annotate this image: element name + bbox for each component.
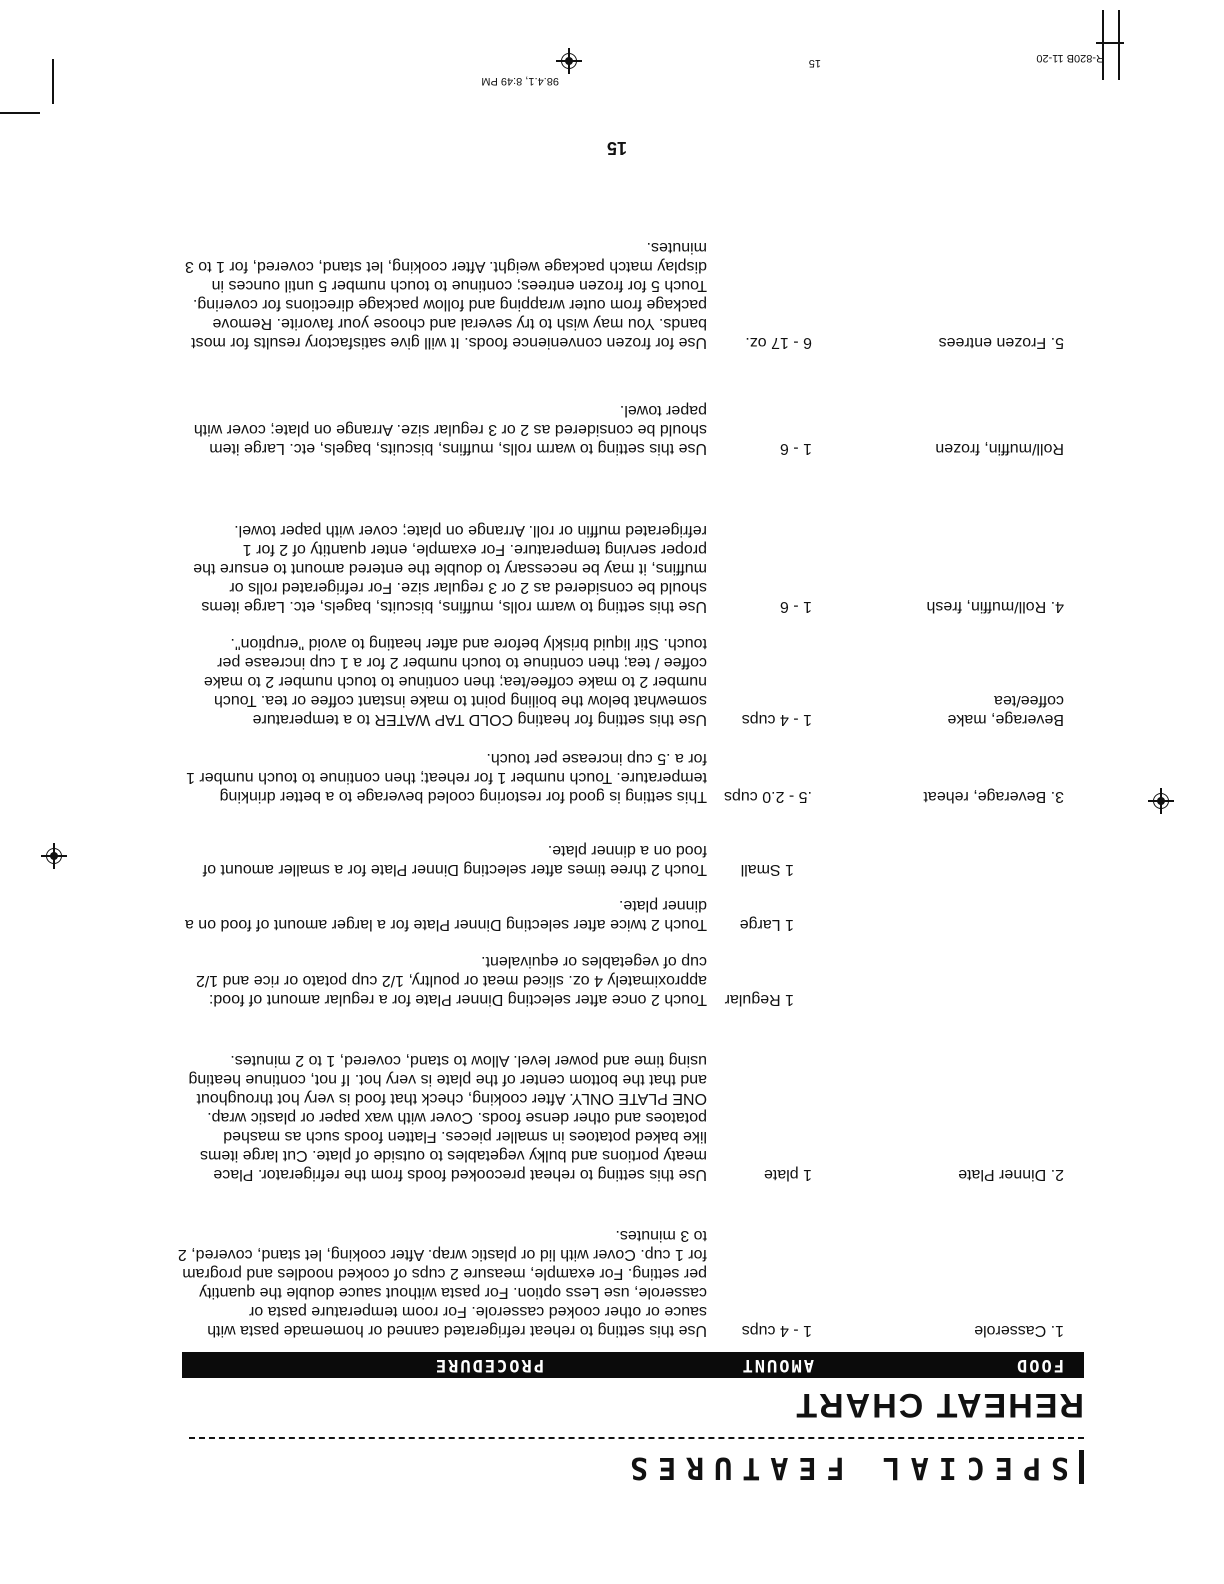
- chart-title: REHEAT CHART: [794, 1386, 1084, 1424]
- procedure-cell: Touch 2 twice after selecting Dinner Plate for a larger amount of food on a dinner plate.: [184, 897, 707, 933]
- procedure-cell: This setting is good for restoring cooled beverage to a better drinking temperature. Touch number 1 for reheat; then continue to touch number 1 for a .5 cup increase per touch.: [186, 750, 707, 805]
- crop-mark: [1096, 43, 1124, 45]
- file-code: R-820B 11-20: [1036, 52, 1104, 64]
- procedure-cell: Use this setting to reheat refrigerated canned or homemade pasta with sauce or other cooked casserole. For room temperature pasta or casserole, use Less option. For pasta without sauce double the quantity per setting. For example, measure 2 cups of cooked noodles and program for 1 cup. Cover with lid or plastic wrap. After cooking, let stand, covered, 2 to 3 minutes.: [177, 1227, 707, 1339]
- procedure-cell: Use this setting to reheat precooked foods from the refrigerator. Place meaty portions and bulky vegetables to outside of plate. Cut large items like baked potatoes in smaller pieces. Flatten foods such as mashed potatoes and other dense foods. Cover with wax paper or plastic wrap. ONE PLATE ONLY. After cooking, check that food is very hot throughout and that the bottom center of the plate is very hot. If not, continue heating using time and power level. Allow to stand, covered, 1 to 2 minutes.: [188, 1052, 707, 1183]
- food-cell: 2. Dinner Plate: [958, 1166, 1064, 1183]
- procedure-cell: Use for frozen convenience foods. It will give satisfactory results for most bands. You may wish to try several and choose your favorite. Remove package from outer wrapping and follow package directions for covering. Touch 5 for frozen entrees; continue to touch number 5 until ounces in display match package weight. After cooking, let stand, covered, for 1 to 3 minutes.: [184, 239, 707, 351]
- amount-cell: 1 - 4 cups: [741, 1322, 812, 1339]
- food-cell: 1. Casserole: [974, 1322, 1064, 1339]
- page-number: 15: [606, 138, 627, 158]
- column-header-procedure: PROCEDURE: [433, 1355, 544, 1375]
- column-header-amount: AMOUNT: [740, 1355, 814, 1375]
- procedure-cell: Use this setting for heating COLD TAP WATER to a temperature somewhat below the boiling point to make instant coffee or tea. Touch number 2 to make coffee/tea; then continue to touch number 2 to make coffee / tea; then continue to touch number 2 for a 1 cup increase per touch. Stir liquid briskly before and after heating to avoid "eruption".: [203, 635, 707, 728]
- amount-cell: 6 - 17 oz.: [745, 334, 812, 351]
- procedure-cell: Use this setting to warm rolls, muffins, biscuits, bagels, etc. Large items should be considered as 2 or 3 regular size. For refrigerated rolls or muffins, it may be necessary to double the entered amount to ensure the proper serving temperature. For example, enter quantity of 2 for 1 refrigerated muffin or roll. Arrange on plate; cover with paper towel.: [193, 522, 707, 615]
- crop-mark: [53, 59, 55, 104]
- table-header: [182, 1352, 1084, 1378]
- food-cell: 5. Frozen entrees: [938, 334, 1064, 351]
- crop-mark: [1119, 10, 1121, 80]
- procedure-cell: Use this setting to warm rolls, muffins, biscuits, bagels, etc. Large item should be considered as 2 or 3 regular size. Arrange on plate; cover with paper towel.: [193, 402, 707, 457]
- amount-cell: 1 - 6: [779, 598, 812, 615]
- amount-cell: 1 - 6: [779, 440, 812, 457]
- food-cell: Roll/muffin, frozen: [935, 440, 1064, 457]
- registration-mark-icon: [556, 48, 582, 74]
- registration-mark-icon: [1148, 788, 1174, 814]
- section-title: SPECIAL FEATURES: [620, 1450, 1084, 1484]
- slug-page-number: 15: [808, 57, 821, 69]
- food-cell: 4. Roll/muffin, fresh: [926, 598, 1064, 615]
- procedure-cell: Touch 2 three times after selecting Dinner Plate for a smaller amount of food on a dinner plate.: [202, 842, 707, 878]
- amount-cell: 1 Small: [740, 861, 794, 878]
- amount-cell: 1 - 4 cups: [741, 711, 812, 728]
- amount-cell: .5 - 2.0 cups: [723, 788, 812, 805]
- procedure-cell: Touch 2 once after selecting Dinner Plate for a regular amount of food: approximately 4 oz. sliced meat or poultry, 1/2 cup potato or rice and 1/2 cup of vegetables or equivalent.: [195, 953, 707, 1008]
- crop-mark: [1103, 10, 1105, 80]
- print-timestamp: 98.4.1, 8:49 PM: [481, 75, 559, 87]
- dashed-divider: [189, 1437, 1084, 1439]
- amount-cell: 1 plate: [763, 1166, 812, 1183]
- amount-cell: 1 Large: [739, 916, 794, 933]
- registration-mark-icon: [41, 843, 67, 869]
- amount-cell: 1 Regular: [724, 991, 794, 1008]
- column-header-food: FOOD: [1015, 1355, 1064, 1375]
- food-cell: Beverage, make coffee/tea: [947, 692, 1064, 728]
- crop-mark: [0, 113, 40, 115]
- food-cell: 3. Beverage, reheat: [923, 788, 1064, 805]
